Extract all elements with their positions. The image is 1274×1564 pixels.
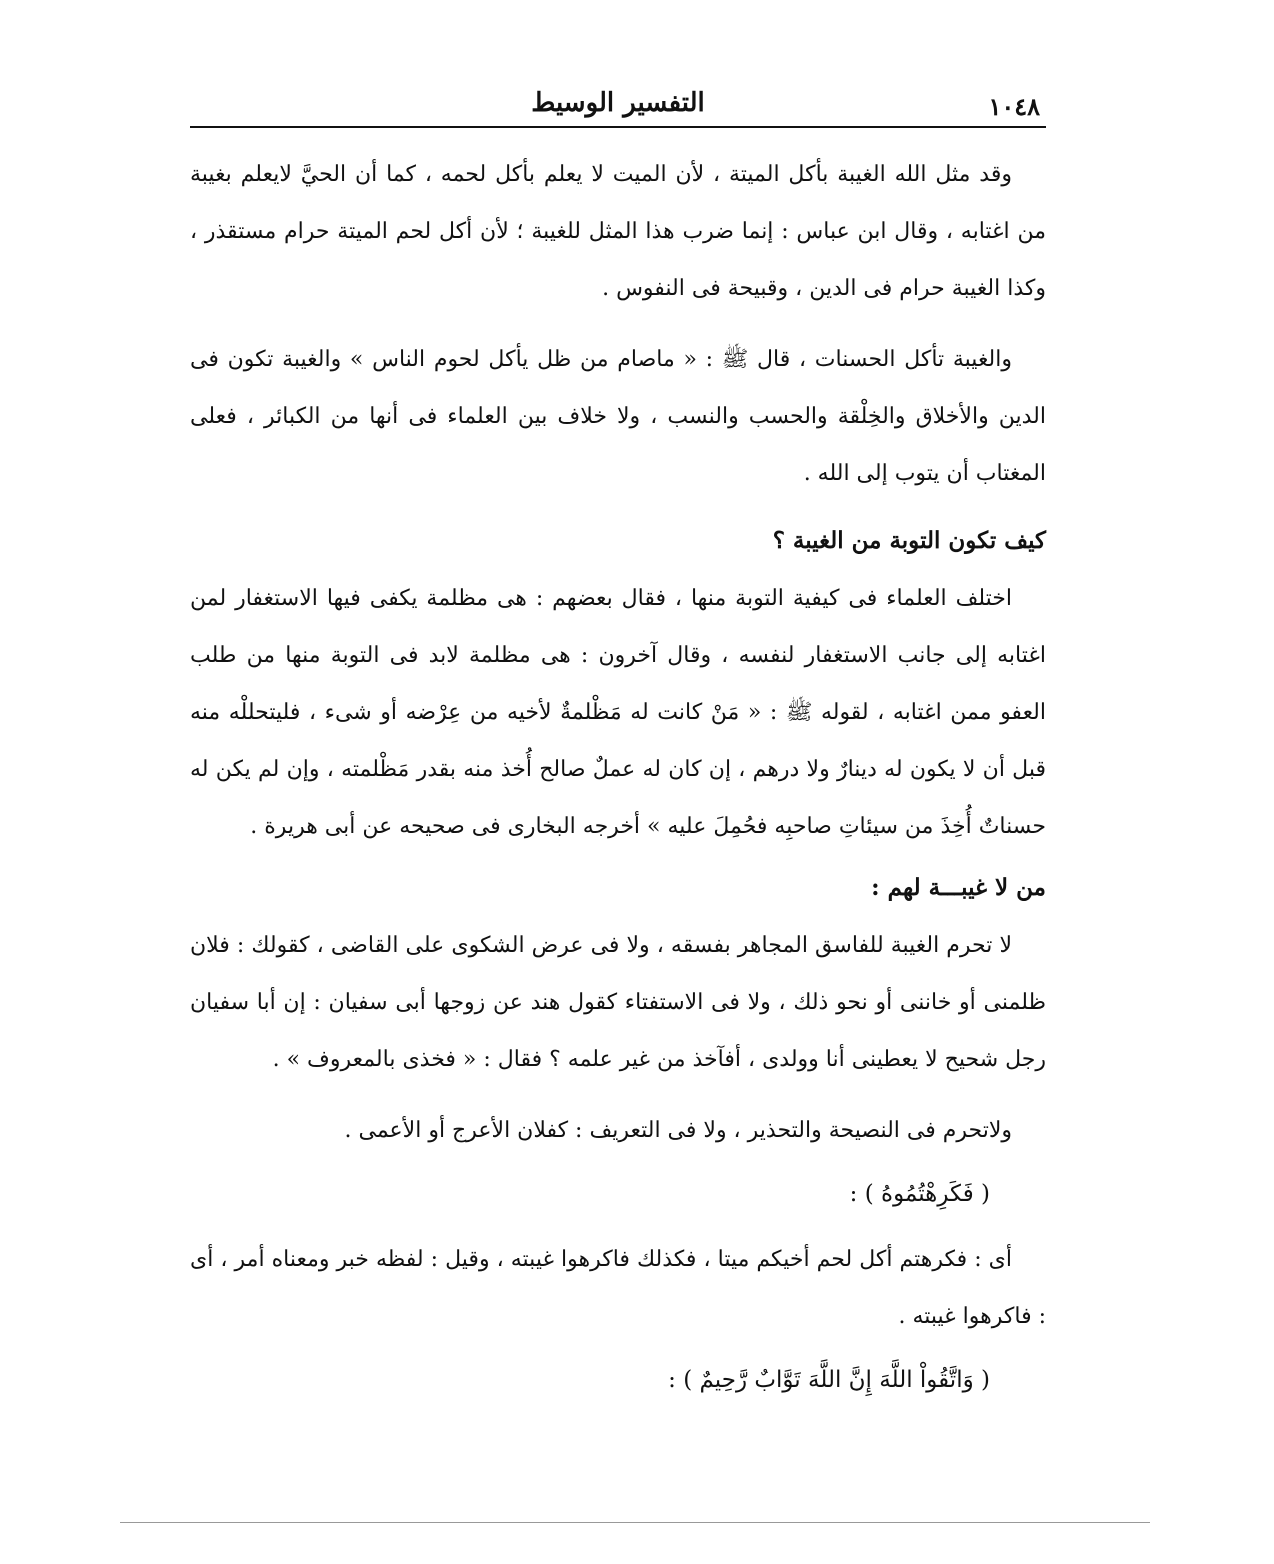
page-body [190, 128, 1046, 1409]
paragraph-4: لا تحرم الغيبة للفاسق المجاهر بفسقه ، ولا فى عرض الشكوى على القاضى ، كقولك : فلان ظلمنى أو خاننى أو نحو ذلك ، ولا فى الاستفتاء كقول هند عن زوجها أبى سفيان : إن أبا سفيان رجل شحيح لا يعطينى أنا وولدى ، أفآخذ من غير علمه ؟ فقال : « فخذى بالمعروف » . [190, 933, 1046, 1072]
section-heading-repentance: كيف تكون التوبة من الغيبة ؟ [772, 527, 1046, 554]
paragraph-5: ولاتحرم فى النصيحة والتحذير ، ولا فى التعريف : كفلان الأعرج أو الأعمى . [344, 1118, 1012, 1143]
section-heading-exceptions: من لا غيبـــة لهم : [871, 874, 1046, 901]
page-number: ١٠٤٨ [988, 92, 1040, 121]
verse-heading-2: ( وَاتَّقُواْ اللَّهَ إِنَّ اللَّهَ تَوَّابٌ رَّحِيمٌ ) : [668, 1367, 990, 1393]
paragraph-1: وقد مثل الله الغيبة بأكل الميتة ، لأن الميت لا يعلم بأكل لحمه ، كما أن الحيَّ لايعلم بغيبة من اغتابه ، وقال ابن عباس : إنما ضرب هذا المثل للغيبة ؛ لأن أكل لحم الميتة حرام مستقذر ، وكذا الغيبة حرام فى الدين ، وقبيحة فى النفوس . [190, 162, 1046, 301]
paragraph-6: أى : فكرهتم أكل لحم أخيكم ميتا ، فكذلك فاكرهوا غيبته ، وقيل : لفظه خبر ومعناه أمر ، أى : فاكرهوا غيبته . [190, 1247, 1046, 1329]
document-page [190, 78, 1046, 1417]
paragraph-2: والغيبة تأكل الحسنات ، قال ﷺ : « ماصام من ظل يأكل لحوم الناس » والغيبة تكون فى الدين والأخلاق والخِلْقة والحسب والنسب ، ولا خلاف بين العلماء فى أنها من الكبائر ، فعلى المغتاب أن يتوب إلى الله . [190, 347, 1046, 486]
paragraph-3: اختلف العلماء فى كيفية التوبة منها ، فقال بعضهم : هى مظلمة يكفى فيها الاستغفار لمن اغتابه إلى جانب الاستغفار لنفسه ، وقال آخرون : هى مظلمة لابد فى التوبة منها من طلب العفو ممن اغتابه ، لقوله ﷺ : « مَنْ كانت له مَظْلمةٌ لأخيه من عِرْضه أو شىء ، فليتحللْه منه قبل أن لا يكون له دينارٌ ولا درهم ، إن كان له عملٌ صالح أُخذ منه بقدر مَظْلمته ، وإن لم يكن له حسناتٌ أُخِذَ من سيئاتِ صاحبِه فحُمِلَ عليه » أخرجه البخارى فى صحيحه عن أبى هريرة . [190, 586, 1046, 839]
bottom-rule [120, 1522, 1150, 1523]
verse-heading-1: ( فَكَرِهْتُمُوهُ ) : [849, 1181, 990, 1207]
running-title: التفسير الوسيط [531, 88, 705, 118]
page-header [190, 78, 1046, 128]
